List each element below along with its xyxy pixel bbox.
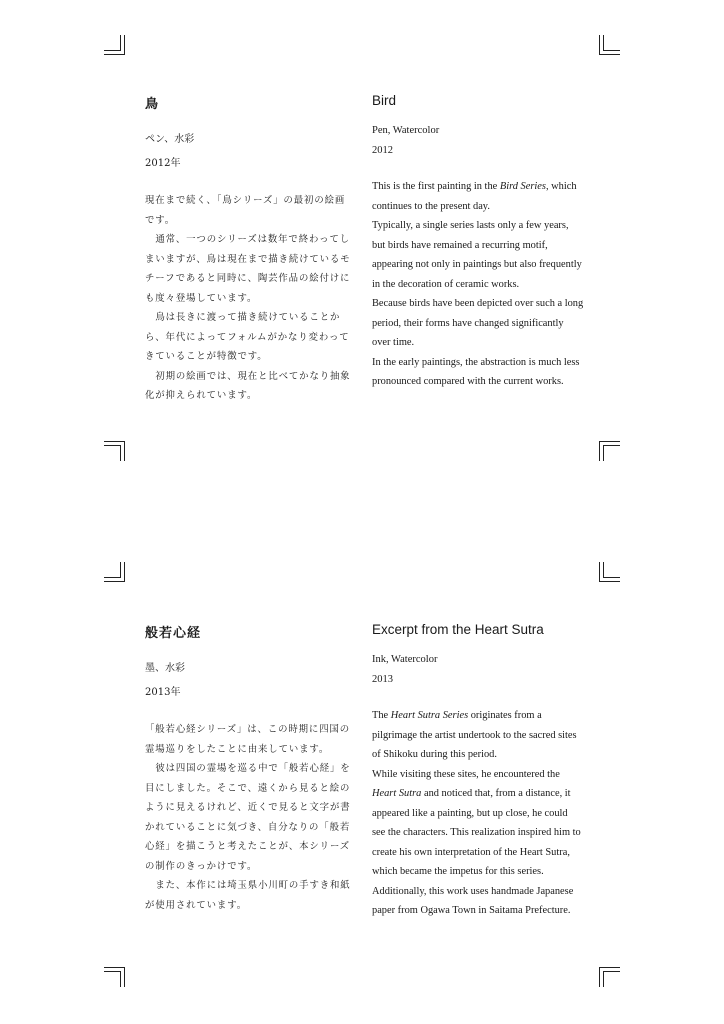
crop-mark-bottom-right-1 [599,441,621,461]
work2-english-column [372,622,582,921]
work1-jp-paragraph-1: 現在まで続く、「鳥シリーズ」の最初の絵画です。 [145,195,346,226]
work1-en-paragraph-2: Typically, a single series lasts only a few years, but birds have remained a recurring motif, appearing not only in paintings but also frequently in the decoration of ceramic works. [372,220,582,290]
work1-description-jp [145,191,355,406]
work1-jp-paragraph-2: 通常、一つのシリーズは数年で終わってしまいますが、鳥は現在まで描き続けているモチーフであると同時に、陶芸作品の絵付けにも度々登場しています。 [145,234,351,304]
work1-title-jp: 鳥 [145,97,160,112]
crop-mark-bottom-left-1 [104,441,126,461]
work2-description-en [372,706,582,921]
work2-en-p1-text-b: originates from a pilgrimage the artist undertook to the sacred sites of Shikoku during this period. [372,710,577,760]
work2-description-jp [145,720,355,915]
work2-en-paragraph-3: Additionally, this work uses handmade Japanese paper from Ogawa Town in Saitama Prefecture. [372,885,574,916]
crop-mark-top-left-2 [104,562,126,582]
work2-en-p1-text-a: The [372,710,391,721]
work1-medium-jp: ペン、水彩 [145,134,195,145]
work1-description-en [372,177,584,392]
work1-english-column [372,93,584,392]
crop-mark-top-right-2 [599,562,621,582]
crop-mark-top-right-1 [599,35,621,55]
work1-en-p1-text-a: This is the first painting in the [372,181,500,192]
work2-medium-jp: 墨、水彩 [145,663,185,674]
work1-japanese-column [145,93,355,406]
crop-mark-bottom-right-2 [599,967,621,987]
work1-title-en: Bird [372,93,397,108]
work1-jp-paragraph-4: 初期の絵画では、現在と比べてかなり抽象化が抑えられています。 [145,370,351,401]
work2-year-en: 2013 [372,674,393,685]
work1-year-jp: 2012年 [145,158,181,169]
work2-japanese-column [145,622,355,915]
crop-mark-bottom-left-2 [104,967,126,987]
work1-en-p1-text-b: , which continues to the present day. [372,181,577,212]
work2-en-paragraph-2 [372,765,582,882]
work2-jp-paragraph-1: 「般若心経シリーズ」は、この時期に四国の霊場巡りをしたことに由来しています。 [145,724,351,755]
work2-title-jp: 般若心経 [145,626,202,641]
work1-year-en: 2012 [372,145,393,156]
work1-medium-en: Pen, Watercolor [372,125,440,136]
work2-en-series-name: Heart Sutra Series [390,710,469,721]
work2-en-p2-text-b: and noticed that, from a distance, it appeared like a painting, but up close, he could see the characters. This realization inspired him to create his own interpretation of the Heart Sutra, which became the impetus for this series. [372,788,581,877]
work2-medium-en: Ink, Watercolor [372,654,438,665]
work1-en-paragraph-1 [372,177,584,216]
work2-jp-paragraph-2: 彼は四国の霊場を巡る中で「般若心経」を目にしました。そこで、遠くから見ると絵のように見えるけれど、近くで見ると文字が書かれていることに気づき、自分なりの「般若心経」を描こうと考えたことが、本シリーズの制作のきっかけです。 [145,763,351,872]
crop-mark-top-left-1 [104,35,126,55]
work2-en-paragraph-1 [372,706,582,765]
work2-en-sutra-name: Heart Sutra [372,788,422,799]
work1-jp-paragraph-3: 鳥は長きに渡って描き続けていることから、年代によってフォルムがかなり変わってきていることが特徴です。 [145,312,350,362]
work2-jp-paragraph-3: また、本作には埼玉県小川町の手すき和紙が使用されています。 [145,880,351,911]
work2-title-en: Excerpt from the Heart Sutra [372,622,544,637]
work1-en-paragraph-3: Because birds have been depicted over such a long period, their forms have changed significantly over time. [372,298,584,348]
work2-en-p2-text-a: While visiting these sites, he encountered the [372,768,560,780]
work1-en-series-name: Bird Series [499,181,546,192]
work2-year-jp: 2013年 [145,687,181,698]
work1-en-paragraph-4: In the early paintings, the abstraction is much less pronounced compared with the current works. [372,356,580,387]
